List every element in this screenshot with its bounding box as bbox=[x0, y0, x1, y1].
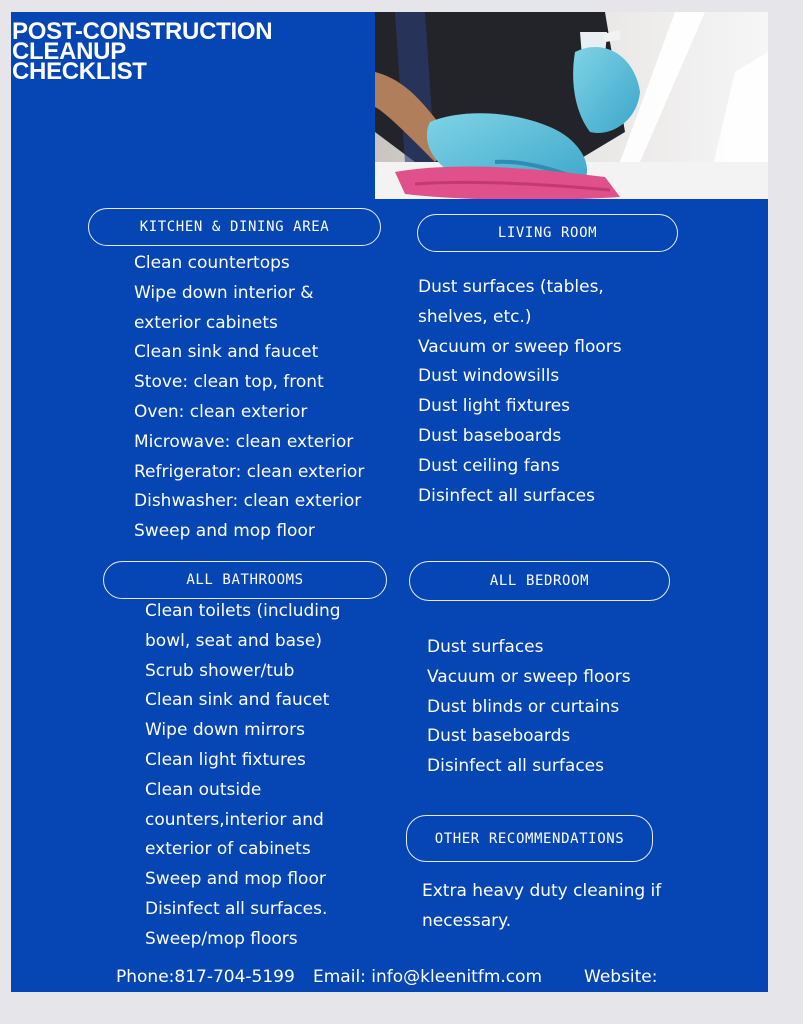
cleaning-photo bbox=[375, 12, 768, 199]
kitchen-checklist bbox=[134, 249, 364, 547]
page-title bbox=[12, 18, 352, 85]
gloved-hand-cleaning-icon bbox=[375, 12, 768, 199]
bathrooms-checklist-item: counters,interior and bbox=[145, 809, 324, 830]
kitchen-checklist-item: Sweep and mop floor bbox=[134, 521, 315, 542]
bathrooms-checklist bbox=[145, 597, 341, 955]
living-checklist-item: Dust ceiling fans bbox=[418, 455, 560, 476]
contact-footer bbox=[11, 967, 768, 991]
kitchen-checklist-item: exterior cabinets bbox=[134, 312, 278, 333]
living-checklist-item: Vacuum or sweep floors bbox=[418, 336, 622, 357]
living-room-heading: LIVING ROOM bbox=[417, 214, 678, 252]
living-checklist-item: shelves, etc.) bbox=[418, 306, 532, 327]
bathrooms-checklist-item: Disinfect all surfaces. bbox=[145, 898, 328, 919]
kitchen-checklist-item: Oven: clean exterior bbox=[134, 401, 308, 422]
kitchen-checklist-item: Wipe down interior & bbox=[134, 282, 314, 303]
bathrooms-checklist-item: Sweep/mop floors bbox=[145, 928, 298, 949]
title-line-1: POST-CONSTRUCTION bbox=[12, 18, 273, 45]
bathrooms-checklist-item: Clean toilets (including bbox=[145, 601, 341, 621]
bathrooms-checklist-item: Clean outside bbox=[145, 779, 262, 800]
living-checklist-item: Dust windowsills bbox=[418, 366, 560, 387]
kitchen-dining-heading: KITCHEN & DINING AREA bbox=[88, 208, 381, 246]
bathrooms-checklist-item: Clean sink and faucet bbox=[145, 690, 330, 711]
bathrooms-heading: ALL BATHROOMS bbox=[103, 561, 387, 599]
bathrooms-checklist-item: bowl, seat and base) bbox=[145, 630, 322, 651]
bathrooms-checklist-item: Clean light fixtures bbox=[145, 749, 306, 770]
kitchen-checklist-item: Stove: clean top, front bbox=[134, 372, 324, 393]
checklist-page bbox=[11, 12, 768, 992]
other-recommendations-heading: OTHER RECOMMENDATIONS bbox=[406, 815, 653, 862]
bedroom-heading: ALL BEDROOM bbox=[409, 561, 670, 601]
other-recommendations-text bbox=[422, 876, 661, 936]
email-address: Email: info@kleenitfm.com bbox=[313, 967, 543, 987]
bathrooms-checklist-item: exterior of cabinets bbox=[145, 839, 311, 860]
title-line-3: CHECKLIST bbox=[12, 58, 147, 85]
bedroom-checklist-item: Vacuum or sweep floors bbox=[427, 666, 631, 687]
living-checklist-item: Disinfect all surfaces bbox=[418, 485, 595, 506]
kitchen-checklist-item: Microwave: clean exterior bbox=[134, 431, 354, 452]
bathrooms-checklist-item: Wipe down mirrors bbox=[145, 720, 305, 741]
kitchen-checklist-item: Clean countertops bbox=[134, 253, 290, 273]
bedroom-checklist-item: Dust surfaces bbox=[427, 637, 544, 657]
bathrooms-checklist-item: Scrub shower/tub bbox=[145, 660, 295, 681]
title-line-2: CLEANUP bbox=[12, 38, 126, 65]
bedroom-checklist-item: Disinfect all surfaces bbox=[427, 756, 604, 777]
kitchen-checklist-item: Clean sink and faucet bbox=[134, 342, 319, 363]
other-line-2: necessary. bbox=[422, 911, 512, 931]
bedroom-checklist-item: Dust blinds or curtains bbox=[427, 696, 620, 717]
website-label: Website: bbox=[584, 967, 658, 987]
bedroom-checklist-item: Dust baseboards bbox=[427, 726, 571, 747]
bedroom-checklist bbox=[427, 633, 631, 782]
kitchen-checklist-item: Refrigerator: clean exterior bbox=[134, 461, 365, 482]
bathrooms-checklist-item: Sweep and mop floor bbox=[145, 869, 326, 890]
other-line-1: Extra heavy duty cleaning if bbox=[422, 881, 662, 901]
kitchen-checklist-item: Dishwasher: clean exterior bbox=[134, 491, 362, 512]
living-checklist-item: Dust light fixtures bbox=[418, 396, 571, 417]
living-room-checklist bbox=[418, 273, 622, 511]
living-checklist-item: Dust baseboards bbox=[418, 425, 562, 446]
living-checklist-item: Dust surfaces (tables, bbox=[418, 277, 604, 297]
phone-number: Phone:817-704-5199 bbox=[116, 967, 295, 987]
